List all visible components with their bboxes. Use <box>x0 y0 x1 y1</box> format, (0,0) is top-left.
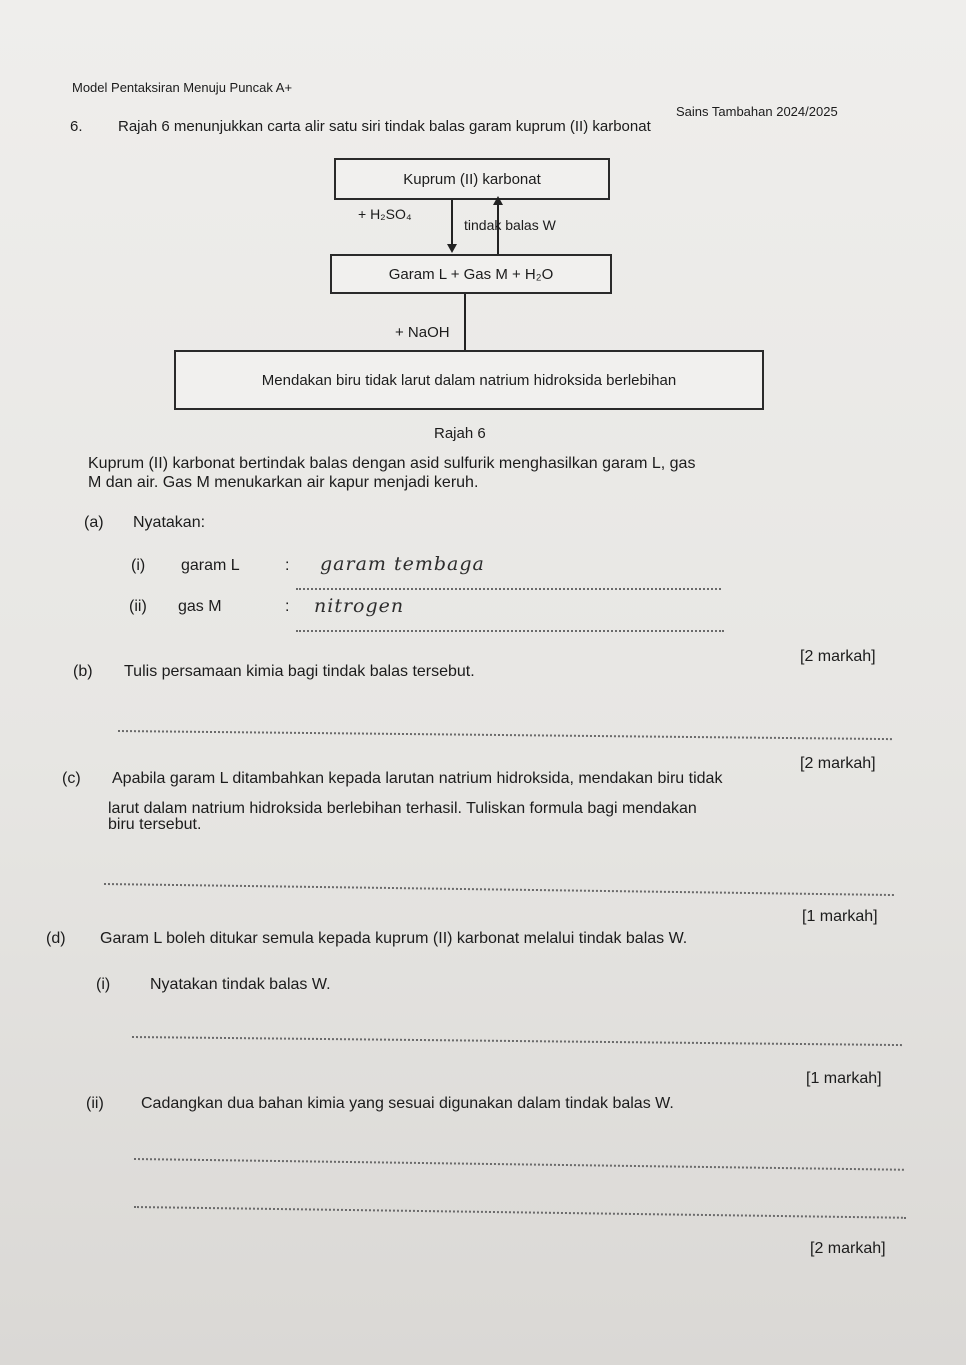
part-a-i-text: garam L <box>181 557 240 574</box>
part-a-marks: [2 markah] <box>800 648 876 665</box>
diagram-caption: Rajah 6 <box>434 425 486 442</box>
arrow-down-2-line <box>464 294 466 352</box>
part-a-label: (a) <box>84 514 104 531</box>
answer-line-c[interactable] <box>104 883 894 896</box>
part-b-label: (b) <box>73 663 93 680</box>
reaction-w-label: tindak balas W <box>464 217 556 233</box>
box-products <box>330 254 612 294</box>
question-intro: Rajah 6 menunjukkan carta alir satu siri tindak balas garam kuprum (II) karbonat <box>118 118 651 135</box>
part-d-text: Garam L boleh ditukar semula kepada kuprum (II) karbonat melalui tindak balas W. <box>100 930 688 947</box>
part-a-prompt: Nyatakan: <box>133 514 206 531</box>
part-d-ii-label: (ii) <box>86 1095 104 1112</box>
box-blue-precipitate <box>174 350 764 410</box>
part-d-i-marks: [1 markah] <box>806 1070 882 1087</box>
stem-line-1: Kuprum (II) karbonat bertindak balas dengan asid sulfurik menghasilkan garam L, gas <box>88 455 696 472</box>
part-c-label: (c) <box>62 770 81 787</box>
header-left: Model Pentaksiran Menuju Puncak A+ <box>72 80 293 95</box>
part-c-marks: [1 markah] <box>802 908 878 925</box>
part-a-ii-colon: : <box>285 598 290 615</box>
part-a-ii-text: gas M <box>178 598 222 615</box>
part-a-ii-label: (ii) <box>129 598 147 615</box>
arrow-down-1-head <box>447 244 457 253</box>
part-d-i-label: (i) <box>96 976 111 993</box>
handwritten-answer-a-i: garam tembaga <box>320 553 485 575</box>
part-c-line-3: biru tersebut. <box>108 816 202 833</box>
part-d-i-text: Nyatakan tindak balas W. <box>150 976 331 993</box>
reagent-h2so4: + H₂SO₄ <box>358 206 412 222</box>
handwritten-answer-a-ii: nitrogen <box>314 595 405 617</box>
arrow-down-1-line <box>451 200 453 246</box>
box-products-label: Garam L + Gas M + H₂O <box>388 265 554 283</box>
question-number: 6. <box>70 118 83 135</box>
part-a-i-colon: : <box>285 557 290 574</box>
part-a-i-label: (i) <box>131 557 146 574</box>
answer-line-a-ii[interactable] <box>296 630 724 632</box>
part-b-text: Tulis persamaan kimia bagi tindak balas tersebut. <box>124 663 475 680</box>
answer-line-d-ii-1[interactable] <box>134 1158 904 1171</box>
box-copper-carbonate-label: Kuprum (II) karbonat <box>403 170 541 188</box>
reagent-naoh: + NaOH <box>395 324 450 341</box>
part-c-line-1: Apabila garam L ditambahkan kepada larutan natrium hidroksida, mendakan biru tidak <box>112 770 723 787</box>
answer-line-a-i[interactable] <box>296 588 721 590</box>
answer-line-d-ii-2[interactable] <box>134 1206 906 1219</box>
arrow-up-head <box>493 196 503 205</box>
box-copper-carbonate <box>334 158 610 200</box>
box-blue-precipitate-label: Mendakan biru tidak larut dalam natrium hidroksida berlebihan <box>261 371 677 389</box>
header-right: Sains Tambahan 2024/2025 <box>676 104 838 119</box>
part-d-label: (d) <box>46 930 66 947</box>
answer-line-d-i[interactable] <box>132 1036 902 1046</box>
part-d-ii-marks: [2 markah] <box>810 1240 886 1257</box>
answer-line-b[interactable] <box>118 730 892 740</box>
part-d-ii-text: Cadangkan dua bahan kimia yang sesuai digunakan dalam tindak balas W. <box>141 1095 674 1112</box>
stem-line-2: M dan air. Gas M menukarkan air kapur menjadi keruh. <box>88 474 479 491</box>
part-c-line-2: larut dalam natrium hidroksida berlebihan terhasil. Tuliskan formula bagi mendakan <box>108 800 697 817</box>
part-b-marks: [2 markah] <box>800 755 876 772</box>
